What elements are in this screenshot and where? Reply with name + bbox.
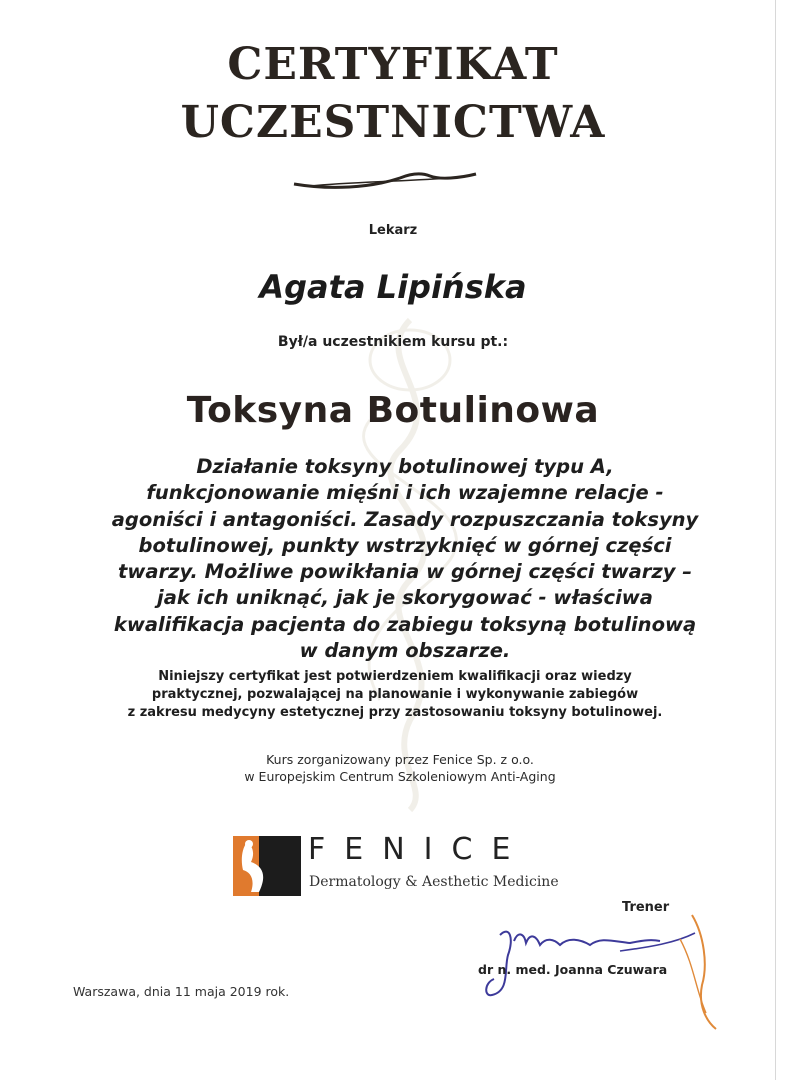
course-description (95, 454, 715, 664)
description-line: funkcjonowanie mięśni i ich wzajemne relacje - (146, 481, 664, 505)
scan-edge (775, 0, 776, 1080)
description-line: Działanie toksyny botulinowej typu A, (196, 455, 614, 478)
organizer-line: Kurs zorganizowany przez Fenice Sp. z o.o. (266, 752, 534, 767)
role-label: Lekarz (368, 223, 418, 238)
certificate-title-line1: CERTYFIKAT (227, 39, 559, 90)
statement-line: praktycznej, pozwalającej na planowanie i wykonywanie zabiegów (151, 687, 639, 702)
trainer-label: Trener (622, 900, 670, 915)
description-line: w danym obszarze. (299, 639, 511, 663)
certificate-title-line2: UCZESTNICTWA (180, 97, 606, 148)
description-line: twarzy. Możliwe powikłania w górnej części twarzy – (118, 560, 692, 584)
logo-tagline: Dermatology & Aesthetic Medicine (309, 874, 559, 890)
participation-text: Był/a uczestnikiem kursu pt.: (277, 334, 509, 350)
statement-line: Niniejszy certyfikat jest potwierdzeniem kwalifikacji oraz wiedzy (158, 669, 632, 684)
course-title: Toksyna Botulinowa (186, 390, 600, 431)
description-line: botulinowej, punkty wstrzyknięć w górnej części (138, 533, 672, 557)
fenice-logo-mark (233, 836, 301, 896)
description-line: jak ich uniknąć, jak je skorygować - właściwa (157, 586, 653, 610)
trainer-name: dr n. med. Joanna Czuwara (478, 962, 668, 977)
organizer-line: w Europejskim Centrum Szkoleniowym Anti-Aging (244, 768, 556, 784)
description-line: kwalifikacja pacjenta do zabiegu toksyną botulinową (113, 612, 697, 636)
statement-line: z zakresu medycyny estetycznej przy zastosowaniu toksyny botulinowej. (127, 705, 663, 720)
participant-name: Agata Lipińska (259, 268, 527, 306)
logo-wordmark: FENICE (308, 832, 530, 867)
title-flourish (290, 168, 480, 192)
certificate-statement (90, 668, 700, 722)
place-and-date: Warszawa, dnia 11 maja 2019 rok. (73, 984, 290, 999)
organizer-info (150, 752, 650, 785)
description-line: agoniści i antagoniści. Zasady rozpuszczania toksyny (111, 507, 699, 531)
